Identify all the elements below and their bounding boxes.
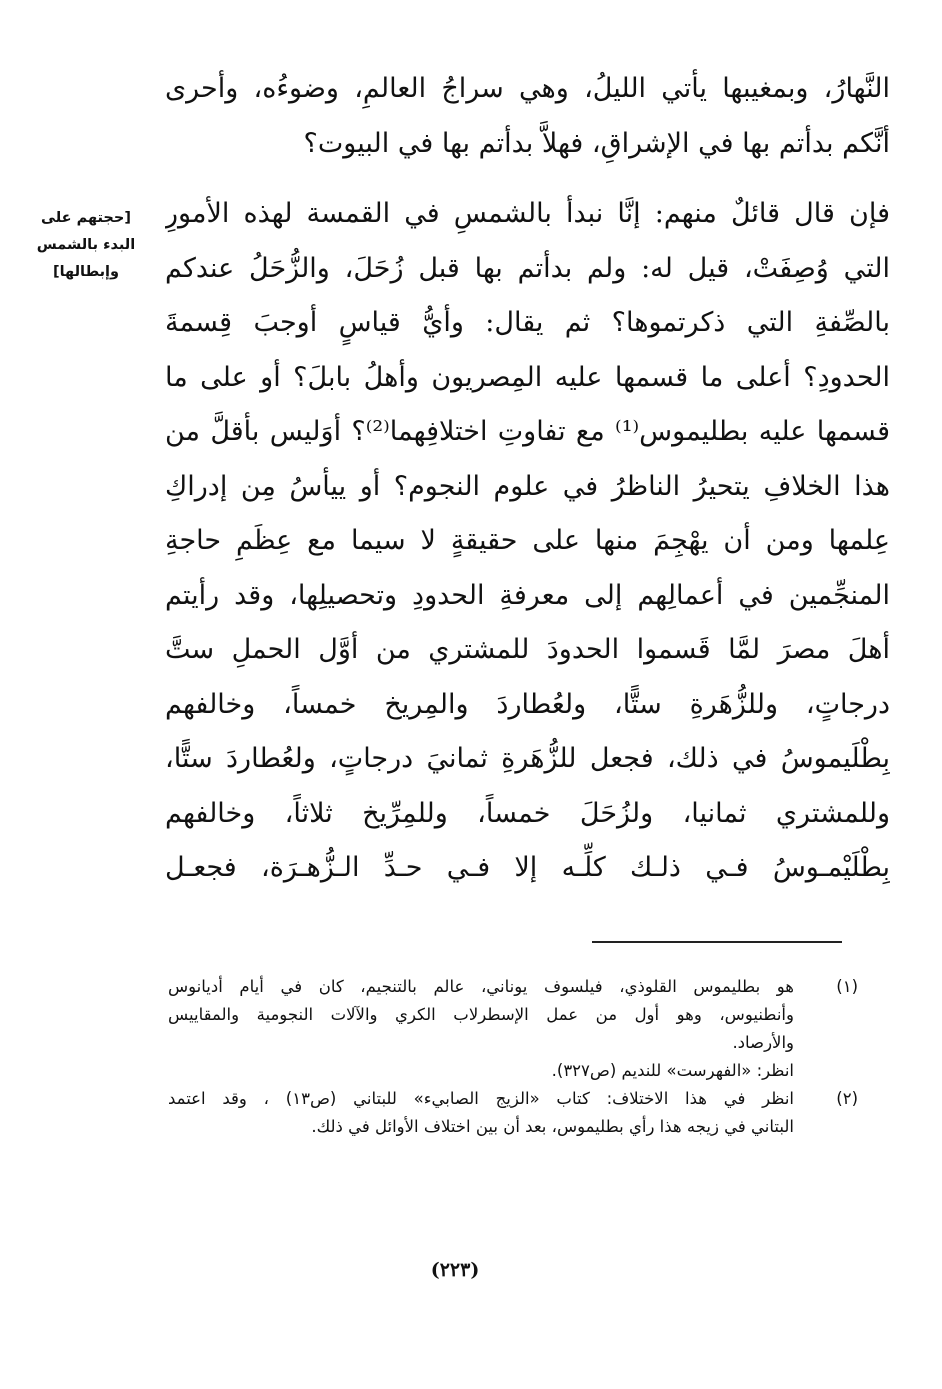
text-line: وللمشتري ثمانيا، ولزُحَلَ خمساً، وللمِرِّيخ ثلاثاً، وخالفهم <box>165 797 890 829</box>
text-line: درجاتٍ، وللزُّهَرةِ ستًّا، ولعُطاردَ والمِريخ خمساً، وخالفهم <box>165 688 890 720</box>
text-line: الحدودِ؟ أعلى ما قسمها عليه المِصريون وأهلُ بابلَ؟ أو على ما <box>165 361 890 393</box>
footnote-line: والأرصاد. <box>732 1033 794 1052</box>
footnote-number: (١) <box>836 977 858 996</box>
main-text <box>165 62 890 896</box>
text-line: المنجِّمين في أعمالِهم إلى معرفةِ الحدودِ وتحصيلِها، وقد رأيتم <box>165 579 890 611</box>
text-line: بِطْلَيموسُ في ذلك، فجعل للزُّهَرةِ ثمانيَ درجاتٍ، ولعُطاردَ ستًّا، <box>165 743 890 774</box>
margin-note-line: [حجتهم على <box>41 210 131 226</box>
text-line: أنَّكم بدأتم بها في الإشراقِ، فهلاَّ بدأتم بها في البيوت؟ <box>303 127 890 159</box>
footnote-line: وأنطنيوس، وهو أول من عمل الإسطرلاب الكري والآلات النجومية والمقاييس <box>168 1005 794 1024</box>
footnote-separator <box>592 941 842 943</box>
paragraph-gap <box>165 171 890 187</box>
margin-note <box>30 205 142 286</box>
margin-note-line: وإبطالها] <box>52 264 120 280</box>
page-number: (٢٢٣) <box>430 1259 480 1281</box>
footnote-line: انظر في هذا الاختلاف: كتاب «الزيج الصابيء» للبتاني (ص١٣) ، وقد اعتمد <box>168 1089 794 1108</box>
text-line: قسمها عليه بطليموس⁽¹⁾ مع تفاوتِ اختلافِهما⁽²⁾؟ أوَليس بأقلَّ من <box>165 416 890 447</box>
text-line: التي وُصِفَتْ، قيل له: ولم بدأتم بها قبل زُحَلَ، والزُّحَلُ عندكم <box>165 252 890 284</box>
margin-note-line: البدء بالشمس <box>36 237 136 253</box>
footnote-line: انظر: «الفهرست» للنديم (ص٣٢٧). <box>551 1061 794 1080</box>
text-line: بالصِّفةِ التي ذكرتموها؟ ثم يقال: وأيُّ قياسٍ أوجبَ قِسمةَ <box>165 307 890 338</box>
footnotes <box>168 973 858 1141</box>
text-line: هذا الخلافِ يتحيرُ الناظرُ في علوم النجوم؟ أو ييأسُ مِن إدراكِ <box>165 470 890 502</box>
footnote-line: البتاني في زيجه هذا رأي بطليموس، بعد أن بين اختلاف الأوائل في ذلك. <box>311 1117 794 1136</box>
text-line: عِلمها ومن أن يهْجِمَ منها على حقيقةٍ لا سيما مع عِظَمِ حاجةِ <box>165 525 890 556</box>
text-line: فإن قال قائلٌ منهم: إنَّا نبدأ بالشمسِ في القمسة لهذه الأمورِ <box>165 198 890 229</box>
footnote-number: (٢) <box>836 1089 858 1108</box>
text-line: أهلَ مصرَ لمَّا قَسموا الحدودَ للمشتري من أوَّل الحملِ ستَّ <box>165 634 890 665</box>
footnote-line: هو بطليموس القلوذي، فيلسوف يوناني، عالم بالتنجيم، كان في أيام أديانوس <box>168 977 794 996</box>
text-line: النَّهارُ، وبمغيبها يأتي الليلُ، وهي سراجُ العالمِ، وضوءُه، وأحرى <box>165 73 890 104</box>
footnote-1 <box>168 973 858 1085</box>
footnote-2 <box>168 1085 858 1141</box>
text-line: بِطْلَيْمـوسُ فـي ذلـك كلِّـه إلا فـي حـدِّ الـزُّهـرَة، فجعـل <box>165 852 890 883</box>
